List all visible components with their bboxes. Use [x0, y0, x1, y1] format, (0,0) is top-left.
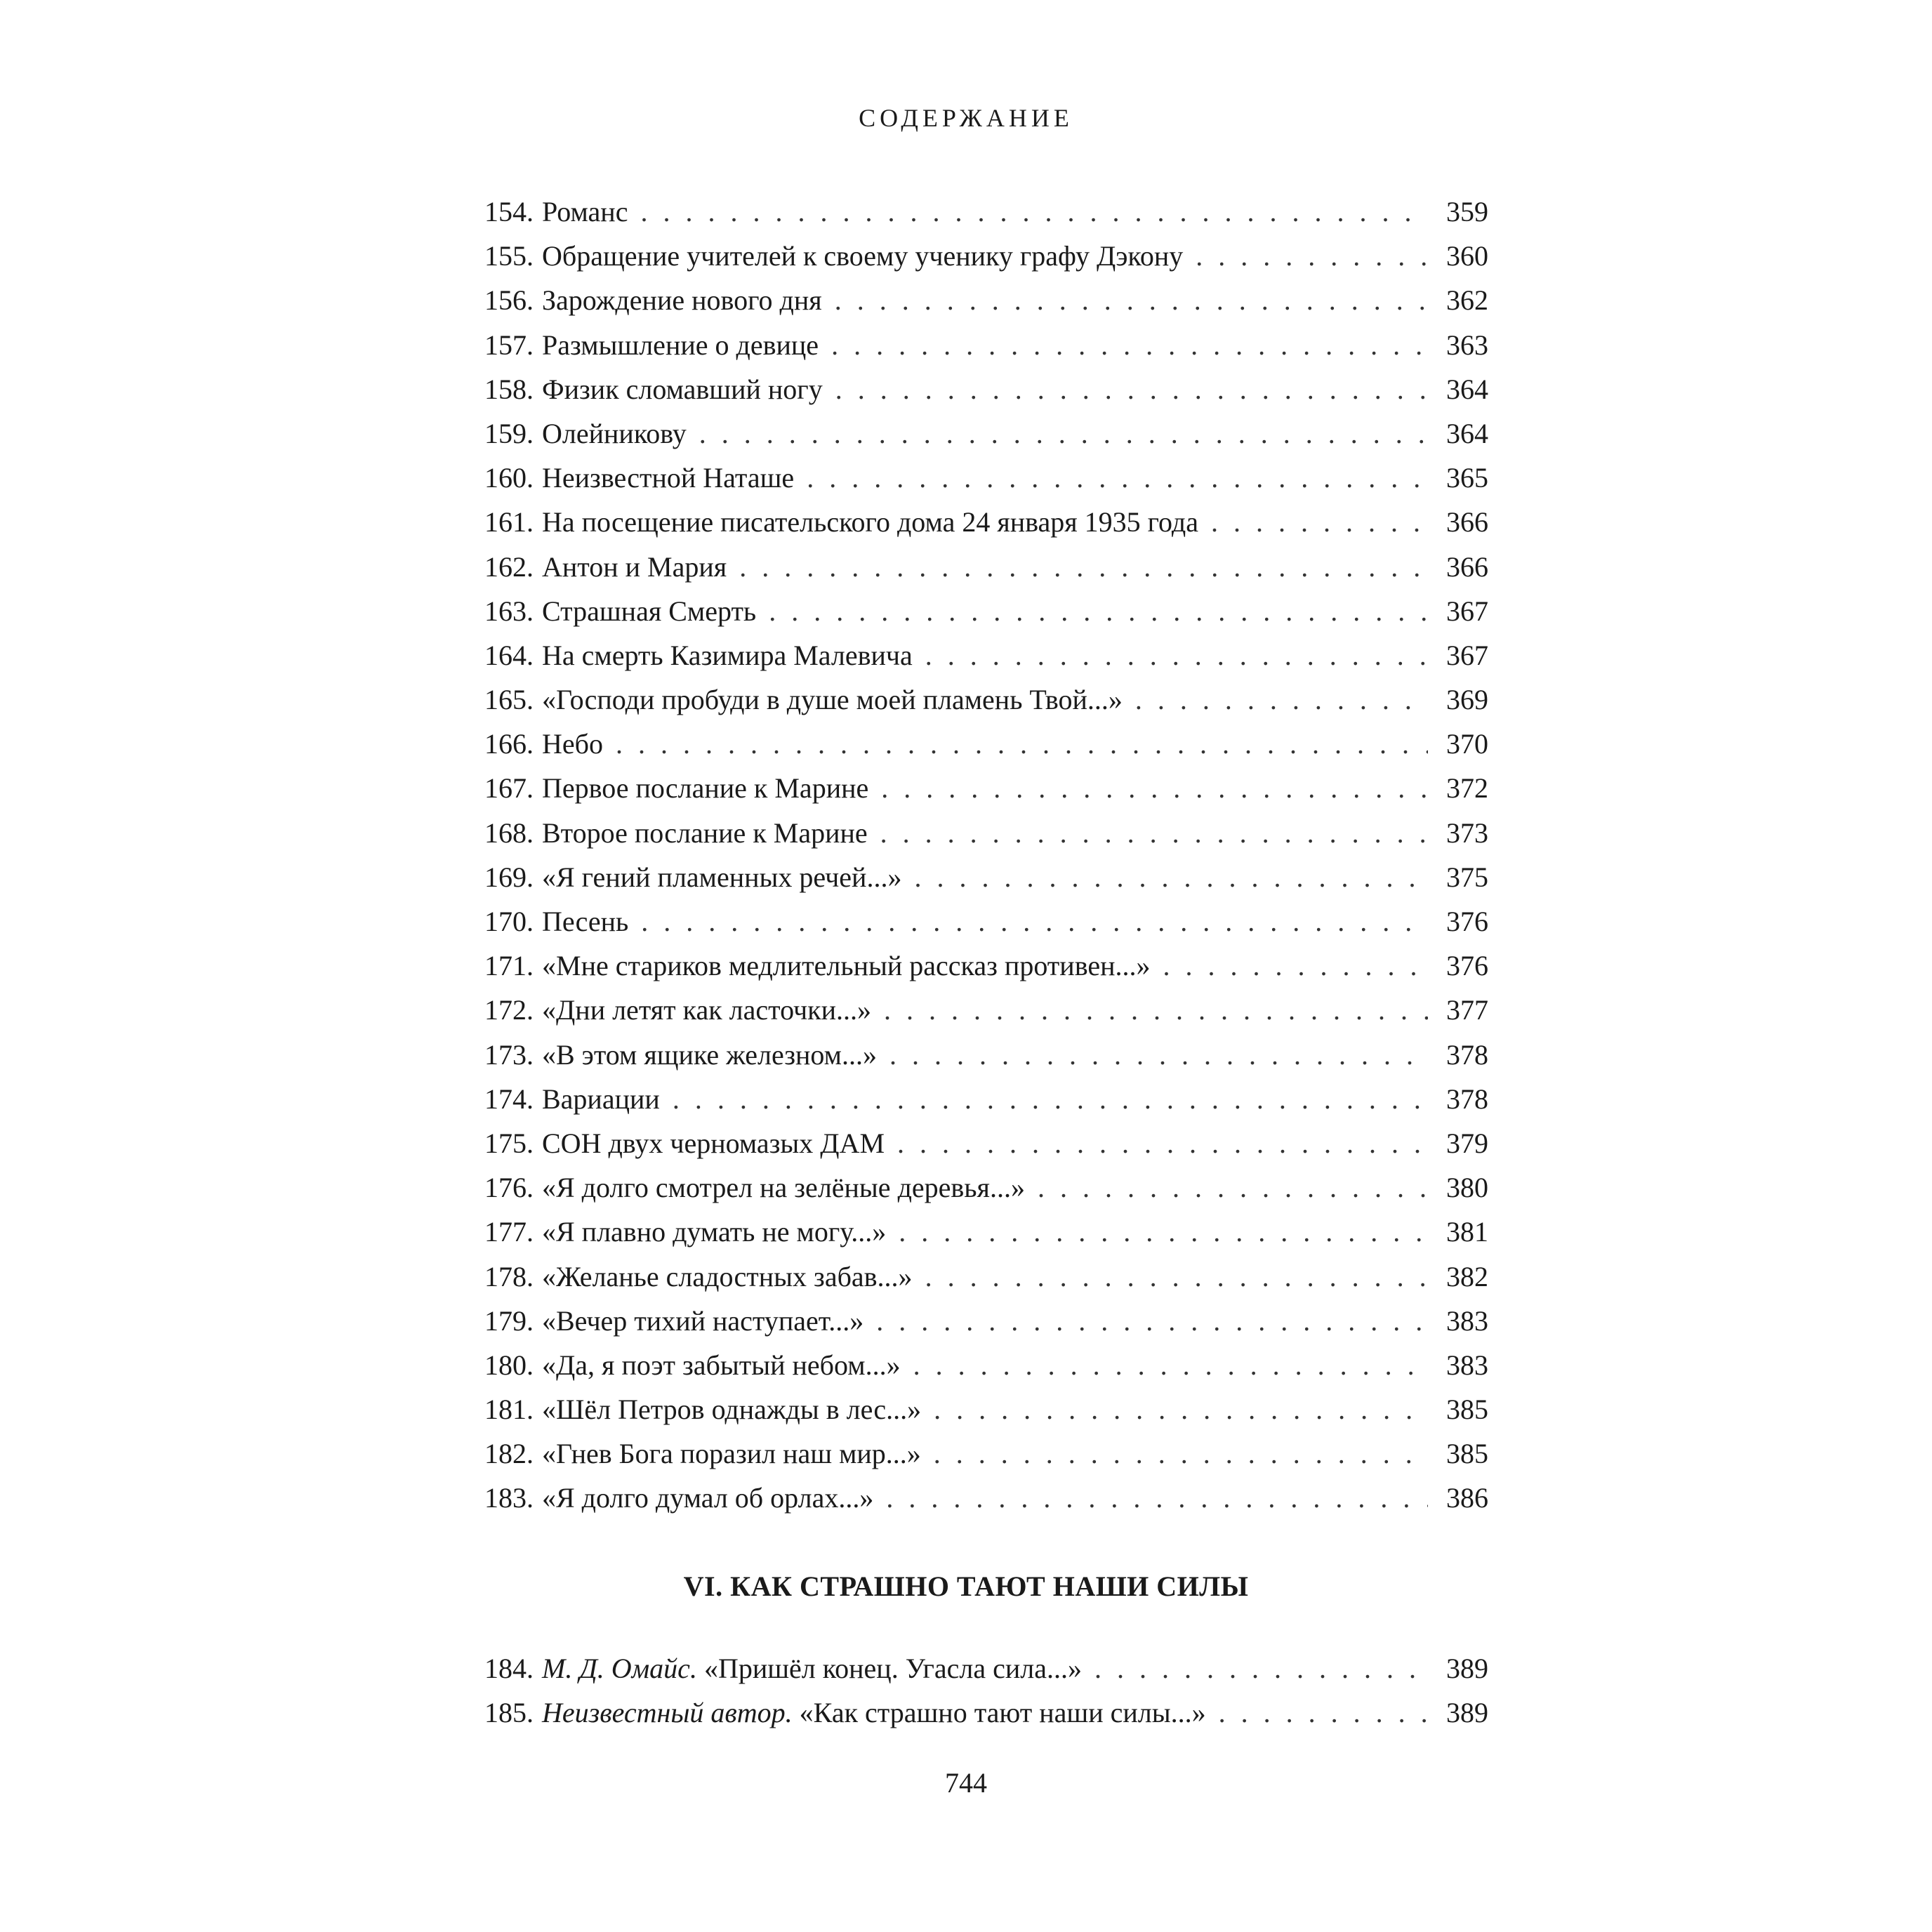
dot-leader — [1211, 500, 1428, 544]
entry-title — [542, 1165, 1025, 1210]
toc-entry — [484, 1476, 1488, 1520]
entry-page-number: 386 — [1446, 1482, 1488, 1514]
entry-number: 175. — [484, 1127, 534, 1159]
entry-title — [542, 234, 1183, 278]
entry-title-text: «Я гений пламенных речей...» — [542, 861, 902, 893]
entry-page-number: 366 — [1446, 506, 1488, 538]
entry-title — [542, 766, 868, 810]
entry-page-number: 366 — [1446, 550, 1488, 583]
entry-title — [542, 944, 1151, 988]
entry-title-text: «Я плавно думать не могу...» — [542, 1216, 887, 1248]
entry-title-text: «Я долго думал об орлах...» — [542, 1482, 874, 1514]
entry-title — [542, 411, 687, 456]
entry-title-text: Неизвестной Наташе — [542, 462, 795, 494]
entry-title-text: «Господи пробуди в душе моей пламень Твой...» — [542, 684, 1123, 716]
entry-title-text: «В этом ящике железном...» — [542, 1038, 877, 1071]
entry-title-text: «Да, я поэт забытый небом...» — [542, 1349, 901, 1381]
entry-page-number: 370 — [1446, 728, 1488, 760]
dot-leader — [914, 855, 1428, 899]
dot-leader — [831, 323, 1428, 367]
toc-entry — [484, 589, 1488, 633]
entry-page-number: 383 — [1446, 1349, 1488, 1381]
entry-number: 178. — [484, 1260, 534, 1292]
entry-title-text: «Я долго смотрел на зелёные деревья...» — [542, 1172, 1025, 1204]
entry-title — [542, 811, 868, 855]
entry-page-number: 369 — [1446, 684, 1488, 716]
entry-title — [542, 1299, 864, 1343]
entry-number: 179. — [484, 1304, 534, 1337]
entry-title — [542, 323, 819, 367]
toc-entry — [484, 367, 1488, 411]
entry-title-text: На смерть Казимира Малевича — [542, 639, 913, 671]
dot-leader — [925, 1255, 1428, 1299]
entry-page-number: 362 — [1446, 284, 1488, 317]
dot-leader — [1196, 234, 1428, 278]
entry-title — [542, 1210, 886, 1254]
entry-title-text: Небо — [542, 728, 603, 760]
entry-title — [542, 855, 901, 899]
dot-leader — [739, 545, 1428, 589]
entry-page-number: 364 — [1446, 417, 1488, 449]
entry-page-number: 365 — [1446, 462, 1488, 494]
toc-entry — [484, 1255, 1488, 1299]
entry-page-number: 378 — [1446, 1038, 1488, 1071]
entry-author: Неизвестный автор. — [542, 1697, 793, 1729]
entry-title — [542, 545, 727, 589]
entry-title-text: Страшная Смерть — [542, 595, 757, 627]
toc-entry — [484, 677, 1488, 722]
dot-leader — [769, 589, 1428, 633]
entry-title — [542, 1431, 921, 1476]
entry-page-number: 367 — [1446, 595, 1488, 627]
dot-leader — [616, 722, 1428, 766]
dot-leader — [835, 278, 1428, 322]
dot-leader — [699, 411, 1428, 456]
entry-number: 165. — [484, 684, 534, 716]
entry-title — [542, 1343, 901, 1387]
entry-title — [542, 633, 913, 677]
entry-title-text: Обращение учителей к своему ученику графу Дэкону — [542, 240, 1184, 272]
toc-entry — [484, 855, 1488, 899]
toc-entry — [484, 944, 1488, 988]
entry-number: 169. — [484, 861, 534, 893]
toc-entry — [484, 1343, 1488, 1387]
entry-title-text: «Пришёл конец. Угасла сила...» — [703, 1653, 1083, 1684]
entry-number: 156. — [484, 284, 534, 317]
dot-leader — [1038, 1165, 1428, 1210]
dot-leader — [925, 633, 1428, 677]
entry-title-text: Второе послание к Марине — [542, 816, 868, 849]
entry-title — [542, 722, 603, 766]
entry-page-number: 389 — [1446, 1653, 1488, 1684]
entry-title — [542, 1077, 660, 1121]
entry-page-number: 380 — [1446, 1172, 1488, 1204]
entry-number: 167. — [484, 772, 534, 805]
entry-title-text: На посещение писательского дома 24 января 1935 года — [542, 506, 1198, 538]
toc-entry — [484, 234, 1488, 278]
entry-number: 157. — [484, 329, 534, 361]
entry-page-number: 383 — [1446, 1304, 1488, 1337]
toc-entry — [484, 722, 1488, 766]
dot-leader — [899, 1210, 1428, 1254]
running-head: СОДЕРЖАНИЕ — [859, 104, 1073, 132]
entry-number: 177. — [484, 1216, 534, 1248]
entry-title-text: Размышление о девице — [542, 329, 819, 361]
entry-number: 160. — [484, 462, 534, 494]
entry-page-number: 385 — [1446, 1438, 1488, 1470]
toc-entry — [484, 190, 1488, 234]
entry-title — [542, 1387, 921, 1431]
entry-number: 180. — [484, 1349, 534, 1381]
dot-leader — [835, 367, 1428, 411]
toc-entry — [484, 1431, 1488, 1476]
dot-leader — [1094, 1646, 1428, 1690]
entry-number: 173. — [484, 1038, 534, 1071]
entry-page-number: 367 — [1446, 639, 1488, 671]
entry-page-number: 379 — [1446, 1127, 1488, 1159]
toc-entry — [484, 1077, 1488, 1121]
entry-title — [542, 1476, 873, 1520]
entry-number: 183. — [484, 1482, 534, 1514]
entry-page-number: 373 — [1446, 816, 1488, 849]
entry-page-number: 382 — [1446, 1260, 1488, 1292]
dot-leader — [881, 766, 1428, 810]
toc-entry — [484, 988, 1488, 1032]
entry-page-number: 378 — [1446, 1083, 1488, 1115]
entry-number: 162. — [484, 550, 534, 583]
toc-entry — [484, 1165, 1488, 1210]
entry-title — [542, 190, 628, 234]
entry-title-text: СОН двух черномазых ДАМ — [542, 1127, 885, 1159]
entry-title — [542, 899, 628, 944]
entry-number: 168. — [484, 816, 534, 849]
entry-number: 164. — [484, 639, 534, 671]
entry-page-number: 389 — [1446, 1697, 1488, 1729]
toc-entry — [484, 1690, 1488, 1735]
entry-title-text: «Шёл Петров однажды в лес...» — [542, 1394, 922, 1426]
toc-entry — [484, 633, 1488, 677]
entry-title — [542, 1646, 1082, 1690]
toc-entry — [484, 545, 1488, 589]
dot-leader — [886, 1476, 1428, 1520]
entry-title — [542, 456, 794, 500]
toc-entry — [484, 766, 1488, 810]
entry-title — [542, 677, 1123, 722]
entry-number: 174. — [484, 1083, 534, 1115]
entry-page-number: 376 — [1446, 906, 1488, 937]
entry-number: 161. — [484, 506, 534, 538]
entry-page-number: 363 — [1446, 329, 1488, 361]
entry-number: 182. — [484, 1438, 534, 1470]
entry-number: 159. — [484, 417, 534, 449]
toc-entry — [484, 1646, 1488, 1690]
toc-entry — [484, 1210, 1488, 1254]
entry-page-number: 372 — [1446, 772, 1488, 805]
toc-entry — [484, 1033, 1488, 1077]
toc-entry — [484, 1121, 1488, 1165]
entry-title — [542, 500, 1198, 544]
entry-page-number: 381 — [1446, 1216, 1488, 1248]
entry-title-text: «Как страшно тают наши силы...» — [799, 1697, 1206, 1729]
entry-title-text: Зарождение нового дня — [542, 284, 822, 317]
entry-number: 185. — [484, 1697, 534, 1729]
page-number: 744 — [945, 1767, 987, 1799]
dot-leader — [673, 1077, 1428, 1121]
entry-title-text: «Гнев Бога поразил наш мир...» — [542, 1438, 921, 1470]
entry-title — [542, 1255, 913, 1299]
entry-title-text: «Мне стариков медлительный рассказ противен...» — [542, 950, 1151, 982]
dot-leader — [934, 1431, 1428, 1476]
section-heading: VI. КАК СТРАШНО ТАЮТ НАШИ СИЛЫ — [683, 1570, 1249, 1602]
entry-title-text: «Дни летят как ласточки...» — [542, 994, 872, 1026]
dot-leader — [913, 1343, 1428, 1387]
entry-title — [542, 988, 871, 1032]
entry-page-number: 359 — [1446, 196, 1488, 227]
toc-entry — [484, 1387, 1488, 1431]
entry-title-text: «Желанье сладостных забав...» — [542, 1260, 913, 1292]
toc-entry — [484, 323, 1488, 367]
entry-title-text: Песень — [542, 906, 629, 937]
table-of-contents — [484, 190, 1488, 1521]
dot-leader — [1135, 677, 1428, 722]
entry-title — [542, 1690, 1206, 1735]
entry-number: 170. — [484, 906, 534, 937]
dot-leader — [934, 1387, 1428, 1431]
toc-entry — [484, 411, 1488, 456]
dot-leader — [1163, 944, 1428, 988]
dot-leader — [807, 456, 1428, 500]
dot-leader — [897, 1121, 1428, 1165]
entry-title — [542, 589, 756, 633]
entry-page-number: 385 — [1446, 1394, 1488, 1426]
entry-title-text: Антон и Мария — [542, 550, 727, 583]
entry-title — [542, 367, 823, 411]
entry-number: 163. — [484, 595, 534, 627]
toc-entry — [484, 278, 1488, 322]
entry-page-number: 376 — [1446, 950, 1488, 982]
entry-number: 184. — [484, 1653, 534, 1684]
dot-leader — [640, 190, 1428, 234]
entry-page-number: 364 — [1446, 373, 1488, 405]
entry-page-number: 375 — [1446, 861, 1488, 893]
toc-entry — [484, 456, 1488, 500]
dot-leader — [889, 1033, 1428, 1077]
dot-leader — [884, 988, 1428, 1032]
entry-title-text: Вариации — [542, 1083, 660, 1115]
dot-leader — [876, 1299, 1428, 1343]
entry-number: 166. — [484, 728, 534, 760]
entry-number: 171. — [484, 950, 534, 982]
entry-page-number: 377 — [1446, 994, 1488, 1026]
entry-title — [542, 1033, 877, 1077]
entry-title-text: Олейникову — [542, 417, 687, 449]
entry-number: 154. — [484, 196, 534, 227]
entry-title-text: Романс — [542, 196, 628, 227]
dot-leader — [1219, 1690, 1428, 1735]
entry-number: 155. — [484, 240, 534, 272]
toc-entry — [484, 1299, 1488, 1343]
toc-entry — [484, 811, 1488, 855]
entry-title-text: Физик сломавший ногу — [542, 373, 823, 405]
entry-author: М. Д. Омайс. — [542, 1653, 697, 1684]
toc-entry — [484, 500, 1488, 544]
entry-number: 172. — [484, 994, 534, 1026]
toc-entry — [484, 899, 1488, 944]
entry-number: 158. — [484, 373, 534, 405]
entry-title — [542, 278, 822, 322]
entry-number: 181. — [484, 1394, 534, 1426]
section-table-of-contents — [484, 1646, 1488, 1735]
entry-page-number: 360 — [1446, 240, 1488, 272]
dot-leader — [641, 899, 1428, 944]
entry-title-text: «Вечер тихий наступает...» — [542, 1304, 864, 1337]
entry-number: 176. — [484, 1172, 534, 1204]
entry-title — [542, 1121, 885, 1165]
dot-leader — [880, 811, 1428, 855]
entry-title-text: Первое послание к Марине — [542, 772, 869, 805]
